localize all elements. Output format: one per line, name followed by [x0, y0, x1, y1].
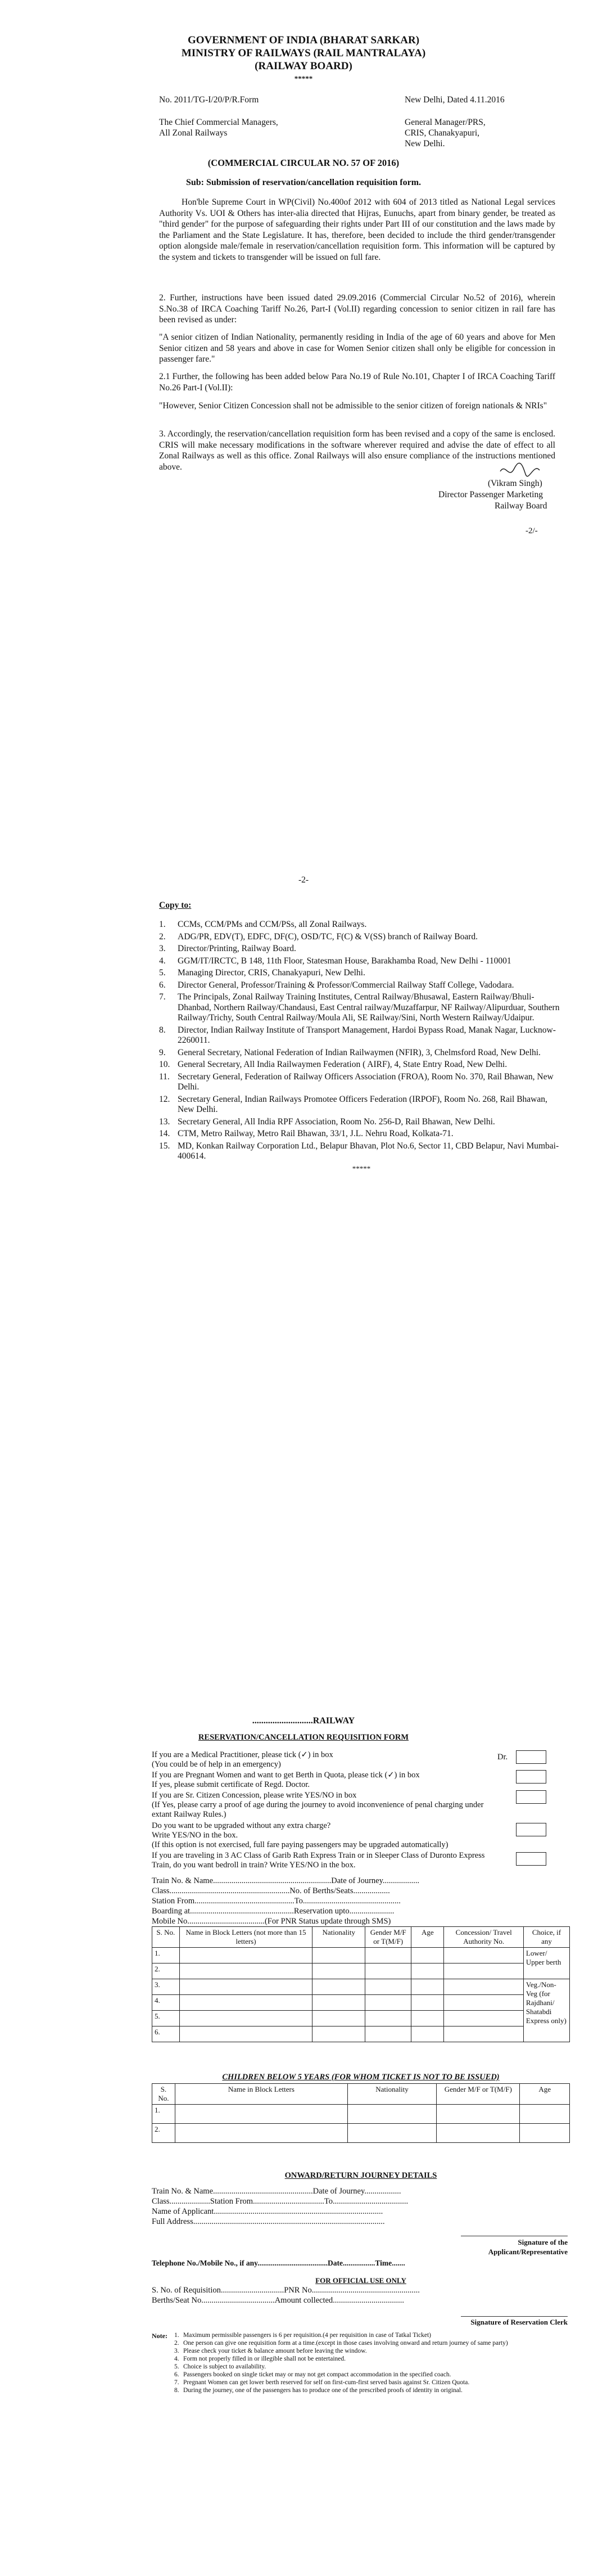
- senior-box[interactable]: [516, 1790, 546, 1804]
- boarding-field[interactable]: Boarding at...................................................Reservation upto......................: [152, 1907, 395, 1916]
- table-row: 1.: [152, 2105, 570, 2124]
- subject-line: Sub: Submission of reservation/cancellation requisition form.: [185, 178, 422, 187]
- doctor-label: Dr.: [497, 1753, 508, 1762]
- list-item: 5. Choice is subject to availability.: [174, 2363, 266, 2370]
- list-item: 8. Director, Indian Railway Institute of Transport Management, Hardoi Bypass Road, Manak Nagar, Lucknow-2260011.: [159, 1025, 556, 1045]
- list-item: 2. One person can give one requisition form at a time.(except in those cases involving onward and return journey of same party): [174, 2340, 508, 2347]
- form-title: RESERVATION/CANCELLATION REQUISITION FORM: [198, 1733, 409, 1742]
- medical-box[interactable]: [516, 1750, 546, 1764]
- address-field[interactable]: Full Address..............................................................................................: [152, 2217, 385, 2226]
- medical-question: If you are a Medical Practitioner, please tick (✓) in box: [152, 1750, 333, 1759]
- station-field[interactable]: Station From.................................................To................................................: [152, 1897, 401, 1906]
- reference-number: No. 2011/TG-I/20/P/R.Form: [159, 95, 259, 105]
- page-3-form: [0, 1687, 607, 2576]
- table-row: 5.: [152, 2011, 570, 2026]
- upgrade-note: Write YES/NO in the box.: [152, 1831, 238, 1840]
- list-item: 2. ADG/PR, EDV(T), EDFC, DF(C), OSD/TC, F(C) & V(SS) branch of Railway Board.: [159, 931, 478, 942]
- onward-train-field[interactable]: Train No. & Name.................................................Date of Journey..................: [152, 2187, 401, 2196]
- table-row: 3. Veg./Non-Veg (for Rajdhani/ Shatabdi Express only): [152, 1979, 570, 1995]
- col-sno: S. No.: [152, 1927, 180, 1948]
- col-gender: Gender M/F or T(M/F): [365, 1927, 411, 1948]
- note-label: Note:: [152, 2332, 167, 2340]
- board-heading: (RAILWAY BOARD): [255, 60, 352, 72]
- signatory-title-2: Railway Board: [495, 501, 547, 511]
- col-name: Name in Block Letters (not more than 15 letters): [179, 1927, 312, 1948]
- letter-date: New Delhi, Dated 4.11.2016: [405, 95, 505, 105]
- gov-heading: GOVERNMENT OF INDIA (BHARAT SARKAR): [187, 34, 420, 46]
- form-railway-title: ...........................RAILWAY: [252, 1716, 355, 1726]
- medical-note: (You could be of help in an emergency): [152, 1760, 281, 1769]
- header-stars: *****: [294, 74, 313, 83]
- official-use-heading: FOR OFFICIAL USE ONLY: [315, 2276, 406, 2285]
- list-item: 6. Passengers booked on single ticket may or may not get compact accommodation in the specified coach.: [174, 2371, 451, 2378]
- list-item: 13. Secretary General, All India RPF Association, Room No. 256-D, Rail Bhawan, New Delhi.: [159, 1116, 495, 1127]
- list-item: 1. Maximum permissible passengers is 6 per requisition.(4 per requisition in case of Tatkal Ticket): [174, 2332, 432, 2339]
- paragraph-1: Hon'ble Supreme Court in WP(Civil) No.400of 2012 with 604 of 2013 titled as National Legal services Authority Vs. UOI & Others has inter-alia directed that Hijras, Eunuchs, apart from binary gender, be treated as "third gender" for the purpose of safeguarding their rights under Part III of our constitution and the laws made by the Parliament and the State Legislature. It has, therefore, been decided to include the third gender/transgender option alongside male/female in reservation/cancellation requisition form. This information will be captured by the system and tickets to transgender will be issued on full fare.: [159, 197, 555, 262]
- senior-question: If you are Sr. Citizen Concession, please write YES/NO in box: [152, 1791, 357, 1800]
- addressee-right-1: General Manager/PRS,: [405, 118, 486, 127]
- addressee-right-3: New Delhi.: [405, 139, 445, 148]
- mobile-field[interactable]: Mobile No......................................(For PNR Status update through SMS): [152, 1917, 391, 1926]
- pregnant-question: If you are Pregnant Women and want to get Berth in Quota, please tick (✓) in box: [152, 1771, 420, 1780]
- table-row: 2.: [152, 1963, 570, 1979]
- page-1: [0, 0, 607, 844]
- quote-1: "A senior citizen of Indian Nationality, permanently residing in India of the age of 60 years and above for Men Senior citizen and 58 years and above in case for Women Senior citizen shall only be eligible for concession in passenger fare.": [159, 332, 555, 364]
- copy-to-heading: Copy to:: [159, 900, 192, 910]
- list-item: 10. General Secretary, All India Railwaymen Federation ( AIRF), 4, State Entry Road, New Delhi.: [159, 1060, 508, 1069]
- signatory-title-1: Director Passenger Marketing: [438, 490, 543, 499]
- upgrade-box[interactable]: [516, 1823, 546, 1836]
- quote-2: "However, Senior Citizen Concession shall not be admissible to the senior citizen of foreign nationals & NRIs": [159, 401, 547, 411]
- berth-choice: Lower/ Upper berth: [523, 1948, 569, 1979]
- table-row: 4.: [152, 1995, 570, 2011]
- list-item: 7. The Principals, Zonal Railway Training Institutes, Central Railway/Bhusawal, Eastern Railway/Bhuli-Dhanbad, Northern Railway/Chandausi, East Central railway/Muzaffarpur, NF Railway/Alipurduar, Southern Railway/Trichy, South Central Railway/Moula Ali, SE Railway/Sini, North Western Railway/Udaipur.: [159, 992, 560, 1023]
- table-row: 1. Lower/ Upper berth: [152, 1948, 570, 1963]
- list-item: 6. Director General, Professor/Training & Professor/Commercial Railway Staff College, Vadodara.: [159, 980, 514, 990]
- page-continued: -2/-: [526, 526, 538, 535]
- onward-class-field[interactable]: Class....................Station From...................................To.....................................: [152, 2197, 409, 2206]
- circular-number: (COMMERCIAL CIRCULAR NO. 57 OF 2016): [207, 157, 400, 168]
- phone-field[interactable]: Telephone No./Mobile No., if any.....................................Date.................Time.......: [152, 2259, 405, 2267]
- table-row: 6.: [152, 2026, 570, 2042]
- pregnant-note: If yes, please submit certificate of Regd. Doctor.: [152, 1780, 310, 1789]
- copy-to-list: [159, 920, 564, 1174]
- train-field[interactable]: Train No. & Name..........................................................Date of Journey..................: [152, 1876, 420, 1885]
- bedroll-box[interactable]: [516, 1852, 546, 1866]
- list-item: 8. During the journey, one of the passengers has to produce one of the prescribed proofs of identity in original.: [174, 2387, 463, 2394]
- berth-seat-field: Berths/Seat No....................................Amount collected...................................: [152, 2296, 405, 2305]
- clerk-signature-label: Signature of Reservation Clerk: [470, 2318, 568, 2326]
- applicant-signature-label: Signature of the Applicant/Representative: [488, 2238, 568, 2256]
- list-item: 3. Please check your ticket & balance amount before leaving the window.: [174, 2348, 367, 2354]
- list-item: 5. Managing Director, CRIS, Chanakyapuri, New Delhi.: [159, 968, 365, 978]
- list-item: 3. Director/Printing, Railway Board.: [159, 944, 296, 953]
- list-item: 9. General Secretary, National Federation of Indian Railwaymen (NFIR), 3, Chelmsford Road, New Delhi.: [159, 1047, 541, 1057]
- col-nationality: Nationality: [312, 1927, 365, 1948]
- paragraph-2-1: 2.1 Further, the following has been added below Para No.19 of Rule No.101, Chapter I of IRCA Coaching Tariff No.26 Part-I (Vol.II):: [159, 372, 555, 393]
- list-item: 4. Form not properly filled in or illegible shall not be entertained.: [174, 2356, 346, 2362]
- list-end-stars: *****: [352, 1164, 371, 1173]
- paragraph-2: 2. Further, instructions have been issued dated 29.09.2016 (Commercial Circular No.52 of 2016), wherein S.No.38 of IRCA Coaching Tariff No.26, Part-I (Vol.II) regarding concession to senior citizen in rail fare has been revised as under:: [159, 293, 555, 325]
- bedroll-question: If you are traveling in 3 AC Class of Garib Rath Express Train or in Sleeper Class of Duronto Express Train, do you want bedroll in train? Write YES/NO in the box.: [152, 1851, 485, 1870]
- list-item: 4. GGM/IT/IRCTC, B 148, 11th Floor, Statesman House, Barakhamba Road, New Delhi - 110001: [159, 956, 511, 966]
- class-field[interactable]: Class...........................................................No. of Berths/Seats..................: [152, 1886, 390, 1895]
- ministry-heading: MINISTRY OF RAILWAYS (RAIL MANTRALAYA): [181, 47, 426, 59]
- list-item: 14. CTM, Metro Railway, Metro Rail Bhawan, 33/1, J.L. Nehru Road, Kolkata-71.: [159, 1129, 454, 1138]
- paragraph-3: 3. Accordingly, the reservation/cancellation requisition form has been revised and a copy of the same is enclosed. CRIS will make necessary modifications in the software wherever required and advise the date of effect to all Zonal Railways as well as this office. Zonal Railways will also ensure compliance of the instructions mentioned above.: [159, 429, 555, 472]
- page-number: -2-: [298, 875, 309, 885]
- onward-heading: ONWARD/RETURN JOURNEY DETAILS: [284, 2171, 437, 2180]
- passenger-table: [152, 1926, 570, 2042]
- applicant-name-field[interactable]: Name of Applicant...................................................................................: [152, 2207, 383, 2216]
- upgrade-question: Do you want to be upgraded without any extra charge?: [152, 1821, 331, 1830]
- addressee-right-2: CRIS, Chanakyapuri,: [405, 128, 480, 138]
- pregnant-box[interactable]: [516, 1770, 546, 1784]
- children-table: S. No. Name in Block Letters Nationality Gender M/F or T(M/F) Age 1. 2.: [152, 2083, 570, 2143]
- col-age: Age: [411, 1927, 444, 1948]
- list-item: 12. Secretary General, Indian Railways Promotee Officers Federation (IRPOF), Room No. 268, Rail Bhawan, New Delhi.: [159, 1094, 547, 1114]
- upgrade-note-2: (If this option is not exercised, full fare paying passengers may be upgraded automatically): [152, 1840, 449, 1849]
- page-2: [0, 844, 607, 1687]
- children-heading: CHILDREN BELOW 5 YEARS (FOR WHOM TICKET IS NOT TO BE ISSUED): [222, 2073, 500, 2082]
- signatory-name: (Vikram Singh): [488, 479, 542, 488]
- list-item: 15. MD, Konkan Railway Corporation Ltd., Belapur Bhavan, Plot No.6, Sector 11, CBD Belapur, Navi Mumbai-400614.: [159, 1141, 559, 1161]
- col-choice: Choice, if any: [523, 1927, 569, 1948]
- addressee-left-1: The Chief Commercial Managers,: [159, 118, 278, 127]
- meal-choice: Veg./Non-Veg (for Rajdhani/ Shatabdi Express only): [523, 1979, 569, 2042]
- notes-list: [174, 2331, 568, 2394]
- list-item: 1. CCMs, CCM/PMs and CCM/PSs, all Zonal Railways.: [159, 920, 367, 929]
- col-concession: Concession/ Travel Authority No.: [444, 1927, 523, 1948]
- requisition-no-field: S. No. of Requisition...............................PNR No.....................................................: [152, 2286, 420, 2295]
- table-row: 2.: [152, 2124, 570, 2143]
- list-item: 7. Pregnant Women can get lower berth reserved for self on first-cum-first served basis against Sr. Citizen Quota.: [174, 2379, 470, 2386]
- senior-note: (If Yes, please carry a proof of age during the journey to avoid inconvenience of penal charging under extant Railway Rules.): [152, 1800, 484, 1819]
- addressee-left-2: All Zonal Railways: [159, 128, 228, 138]
- list-item: 11. Secretary General, Federation of Railway Officers Association (FROA), Room No. 370, Rail Bhawan, New Delhi.: [159, 1071, 554, 1092]
- clerk-sign-line: [461, 2316, 568, 2317]
